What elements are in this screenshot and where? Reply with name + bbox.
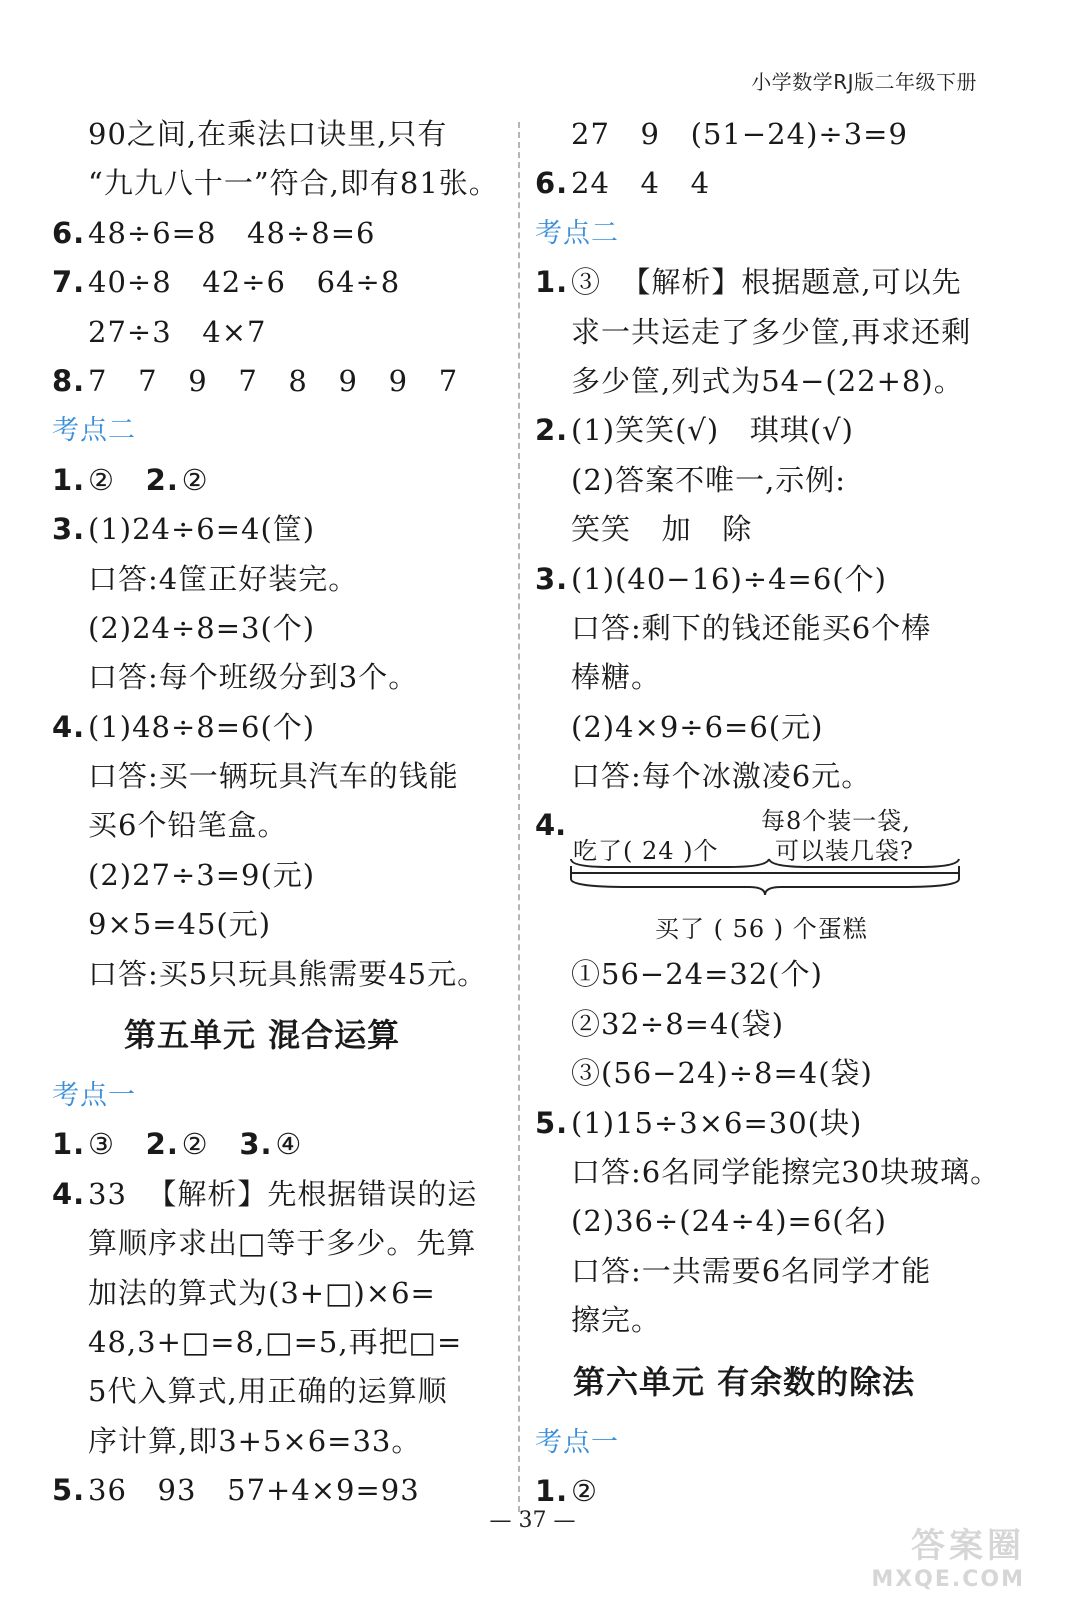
answer-text: (1)48÷8=6(个)	[88, 709, 316, 744]
answer-line	[52, 1219, 502, 1268]
question-number: 3.	[52, 512, 86, 547]
answer-text: 7 7 9 7 8 9 9 7	[88, 363, 459, 398]
answer-text: 36 93 57+4×9=93	[88, 1473, 420, 1508]
answer-text: 加法的算式为(3+□)×6=	[88, 1275, 436, 1310]
answer-text: 9×5=45(元)	[88, 907, 272, 942]
right-column-top	[535, 110, 995, 801]
answer-line	[52, 555, 502, 604]
answer-text: ④	[275, 1127, 303, 1162]
brace-diagram	[569, 857, 961, 897]
answer-line	[535, 505, 995, 554]
answer-line	[535, 308, 995, 357]
answer-text: (1)笑笑(√) 琪琪(√)	[571, 413, 854, 448]
diagram-note-line2: 可以装几袋?	[775, 837, 914, 866]
answer-line	[52, 950, 502, 999]
answer-line	[52, 1269, 502, 1318]
answer-text: 口答:剩下的钱还能买6个棒	[571, 610, 932, 645]
answer-text: 口答:一共需要6名同学才能	[571, 1253, 932, 1288]
answer-line	[52, 159, 502, 208]
answer-text: (1)(40−16)÷4=6(个)	[571, 561, 887, 596]
answer-text: 27 9 (51−24)÷3=9	[571, 117, 908, 151]
question-number: 2.	[535, 413, 569, 448]
watermark	[871, 1518, 1025, 1592]
answer-text: ②	[571, 1473, 598, 1508]
answer-text: “九九八十一”符合,即有81张。	[88, 166, 499, 201]
answer-text: 买6个铅笔盒。	[88, 808, 288, 843]
answer-text: (2)27÷3=9(元)	[88, 857, 316, 892]
answer-line	[535, 456, 995, 505]
question-number: 3.	[535, 561, 569, 596]
answer-line	[535, 1148, 1001, 1197]
question-number: 1.	[52, 1127, 86, 1162]
answer-line	[535, 1049, 995, 1098]
question-number: 5.	[52, 1473, 86, 1508]
answer-item	[52, 1120, 502, 1169]
answer-text: 90之间,在乘法口诀里,只有	[88, 117, 448, 151]
book-title: 小学数学RJ版二年级下册	[751, 70, 977, 94]
column-divider	[518, 122, 520, 1512]
question-number: 6.	[52, 215, 86, 250]
answer-item	[535, 1099, 995, 1148]
answer-text: ②	[88, 462, 146, 497]
question-number: 7.	[52, 265, 86, 300]
answer-text: 笑笑 加 除	[571, 512, 753, 547]
answer-text: (2)36÷(24÷4)=6(名)	[571, 1204, 887, 1239]
answer-text: 多少筐,列式为54−(22+8)。	[571, 363, 964, 398]
answer-text: 棒糖。	[571, 660, 662, 695]
answer-text: ②	[181, 462, 209, 497]
question-number: 1.	[535, 265, 569, 300]
answer-text: 40÷8 42÷6 64÷8	[88, 265, 401, 300]
answer-text: (2)4×9÷6=6(元)	[571, 709, 824, 744]
answer-line	[535, 110, 995, 159]
answer-text: ③(56−24)÷8=4(袋)	[571, 1056, 873, 1091]
right-column-bottom	[535, 950, 1001, 1516]
answer-line	[535, 653, 995, 702]
answer-text: 序计算,即3+5×6=33。	[88, 1423, 422, 1458]
answer-item	[535, 406, 995, 455]
page-number: — 37 —	[489, 1508, 576, 1533]
answer-text: 擦完。	[571, 1303, 662, 1338]
answer-line	[52, 801, 502, 850]
answer-line	[535, 703, 995, 752]
answer-text: 33 【解析】先根据错误的运	[88, 1176, 478, 1211]
question-number: 4.	[535, 808, 567, 843]
question-number: 8.	[52, 363, 86, 398]
section-heading: 考点二	[535, 217, 619, 249]
question-number: 4.	[52, 709, 86, 744]
section-heading: 考点二	[52, 415, 136, 447]
question-number: 3.	[239, 1127, 273, 1162]
question-number: 2.	[145, 462, 179, 497]
right-column	[535, 110, 1001, 1516]
answer-line	[52, 604, 502, 653]
answer-text: 口答:4筐正好装完。	[88, 561, 359, 596]
answer-line	[535, 1247, 995, 1296]
answer-line	[52, 308, 502, 357]
answer-text: ③	[88, 1127, 146, 1162]
watermark-logo-text: 答案圈	[911, 1526, 1025, 1566]
answer-text: 口答:6名同学能擦完30块玻璃。	[571, 1155, 1001, 1190]
section-heading: 考点一	[52, 1080, 136, 1112]
answer-text: 口答:每个班级分到3个。	[88, 660, 419, 695]
answer-line	[52, 653, 502, 702]
answer-line	[52, 1367, 502, 1416]
bottom-brace	[571, 879, 959, 895]
answer-line	[535, 1296, 995, 1345]
answer-line	[52, 752, 502, 801]
answer-line	[52, 110, 502, 159]
answer-item	[52, 209, 502, 258]
top-brace-left	[571, 859, 769, 867]
answer-text: 5代入算式,用正确的运算顺	[88, 1374, 448, 1409]
answer-text: ③ 【解析】根据题意,可以先	[571, 265, 962, 300]
answer-item	[52, 357, 502, 406]
answer-text: (2)24÷8=3(个)	[88, 610, 316, 645]
answer-text: (1)24÷6=4(筐)	[88, 512, 316, 547]
answer-line	[52, 851, 502, 900]
answer-text: ②	[181, 1127, 240, 1162]
answer-item	[52, 505, 502, 554]
answer-text: 口答:买一辆玩具汽车的钱能	[88, 759, 459, 794]
section-heading: 考点一	[535, 1426, 619, 1458]
top-brace-right	[769, 859, 959, 867]
answer-line	[535, 1197, 995, 1246]
answer-text: (1)15÷3×6=30(块)	[571, 1105, 863, 1140]
diagram-bottom-label: 买了 ( 56 ) 个蛋糕	[655, 915, 868, 944]
left-column	[52, 110, 502, 1516]
answer-text: 算顺序求出□等于多少。先算	[88, 1226, 477, 1261]
answer-text: 48÷6=8 48÷8=6	[88, 215, 376, 250]
unit-title: 第六单元 有余数的除法	[573, 1362, 916, 1401]
answer-item	[52, 703, 502, 752]
answer-text: (2)答案不唯一,示例:	[571, 462, 847, 497]
answer-text: 口答:每个冰激凌6元。	[571, 759, 872, 794]
watermark-url: MXQE.COM	[871, 1567, 1025, 1592]
answer-line	[535, 604, 995, 653]
unit-title: 第五单元 混合运算	[124, 1016, 401, 1055]
answer-text: 48,3+□=8,□=5,再把□=	[88, 1324, 463, 1359]
answer-text: 口答:买5只玩具熊需要45元。	[88, 956, 488, 991]
answer-text: 27÷3 4×7	[88, 314, 267, 349]
diagram-note-line1: 每8个装一袋,	[761, 807, 911, 836]
answer-text: 求一共运走了多少筐,再求还剩	[571, 314, 972, 349]
answer-line	[535, 1000, 995, 1049]
answer-line	[535, 950, 995, 999]
question-number: 4.	[52, 1176, 86, 1211]
question-number: 6.	[535, 166, 569, 201]
line-diagram	[535, 801, 995, 950]
answer-line	[535, 752, 995, 801]
answer-item	[535, 555, 995, 604]
answer-item	[52, 1170, 502, 1219]
question-number: 5.	[535, 1105, 569, 1140]
answer-item	[535, 258, 995, 307]
answer-item	[52, 258, 502, 307]
question-number: 1.	[52, 462, 86, 497]
question-number: 2.	[145, 1127, 179, 1162]
answer-text: 24 4 4	[571, 166, 711, 201]
answer-line	[52, 1417, 502, 1466]
answer-line	[535, 357, 995, 406]
diagram-left-label: 吃了( 24 )个	[573, 837, 719, 866]
answer-line	[52, 1318, 502, 1367]
answer-text: ②32÷8=4(袋)	[571, 1006, 785, 1041]
answer-line	[52, 900, 502, 949]
answer-item	[535, 159, 995, 208]
answer-text: ①56−24=32(个)	[571, 957, 823, 992]
answer-item	[52, 456, 502, 505]
question-number: 1.	[535, 1473, 569, 1508]
